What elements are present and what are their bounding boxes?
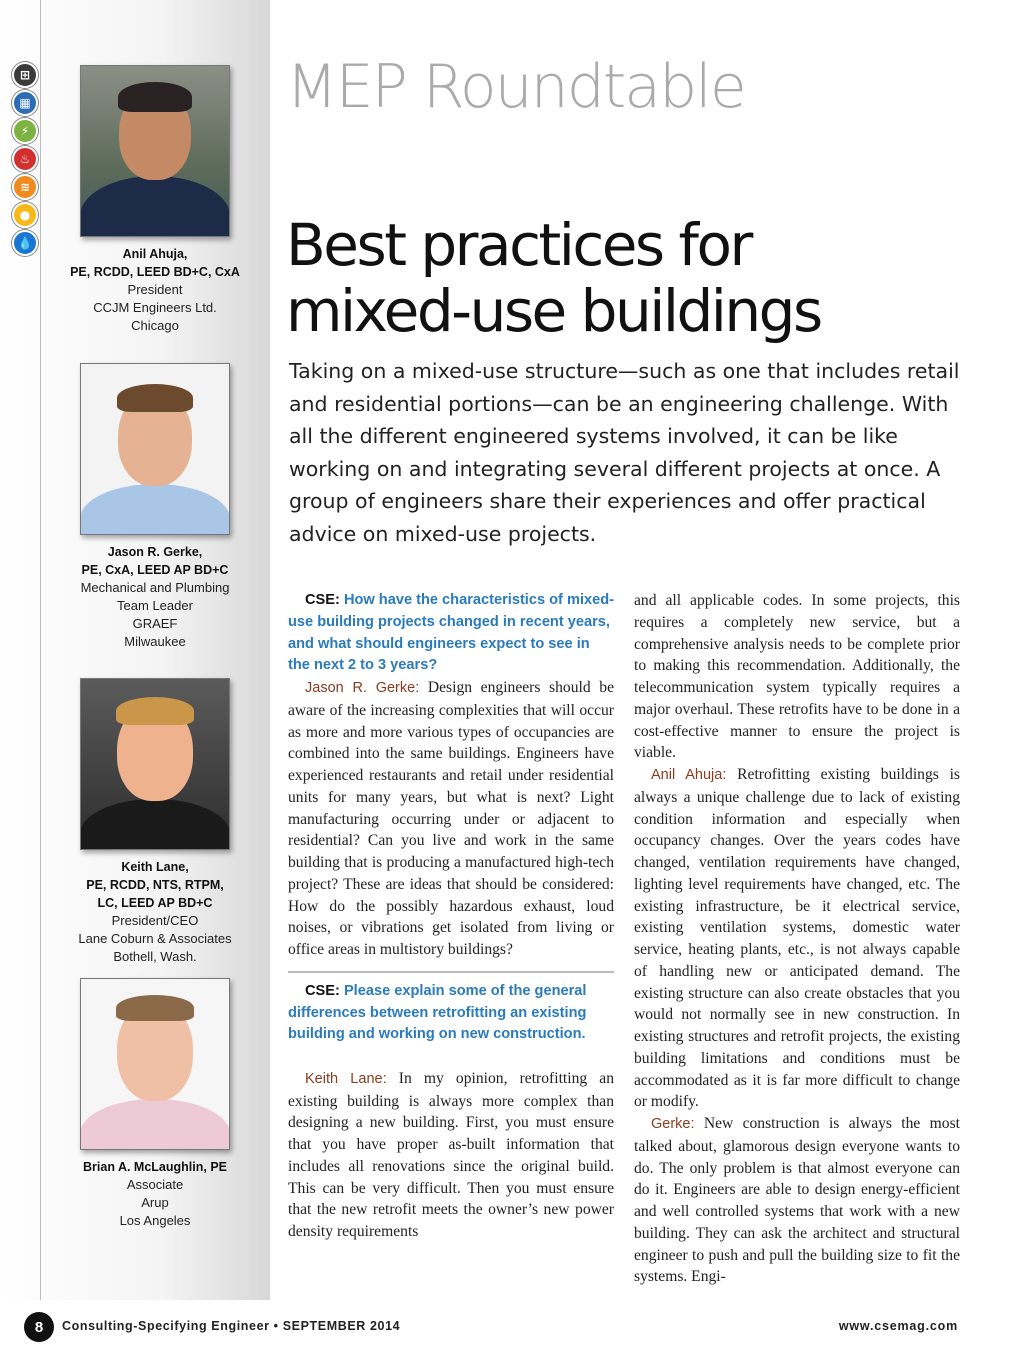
article-column-1 (288, 590, 614, 1243)
panelist-name: Keith Lane, (121, 860, 189, 874)
panelist-credentials: PE, RCDD, NTS, RTPM, (86, 878, 224, 892)
answer-paragraph (634, 1113, 960, 1288)
article-deck: Taking on a mixed-use structure—such as one that includes retail and residential portions—can be an engineering challenge. With all the different engineered systems involved, it can be like working on and integrating several different projects at once. A group of engineers share their experiences and offer practical advice on mixed-use projects. (289, 359, 960, 546)
answer-paragraph (288, 677, 614, 961)
article-column-2 (634, 590, 960, 1288)
answer-text: Retrofitting existing buildings is always a unique challenge due to lack of existing condition information and especially when occupancy changes. Over the years codes have changed, ventilation requirements have changed, lighting level requirements have changed, etc. The existing infrastructure, be it electrical service, existing ventilation systems, domestic water service, heating plants, etc., is not always capable of handling new or anticipated demand. The existing structure can also create obstacles that you would not normally see in new construction. In existing structures and retrofit projects, the existing building limitations and conditions must be accommodated as it is far more difficult to change or modify. (634, 766, 960, 1111)
section-kicker: MEP Roundtable (286, 52, 745, 122)
question-2 (288, 981, 614, 1046)
panelist-location: Bothell, Wash. (113, 949, 197, 964)
panelist-card (55, 363, 255, 651)
fire-icon: ♨ (12, 146, 38, 172)
panelist-card (55, 65, 255, 335)
panelist-location: Chicago (131, 318, 179, 333)
panelist-company: GRAEF (132, 616, 178, 631)
panelist-location: Los Angeles (119, 1213, 191, 1228)
panelist-title-line2: Team Leader (117, 598, 193, 613)
electrical-icon: ⚡ (12, 118, 38, 144)
panelist-photo (80, 65, 230, 237)
panelist-name: Brian A. McLaughlin, PE (83, 1160, 227, 1174)
discipline-icon-strip (12, 62, 42, 258)
answer-paragraph (288, 1068, 614, 1243)
panelist-location: Milwaukee (124, 634, 186, 649)
panelist-name: Jason R. Gerke, (107, 545, 203, 559)
panelist-card (55, 978, 255, 1230)
question-1 (288, 590, 614, 677)
panelist-title: Associate (126, 1177, 184, 1192)
panelist-credentials: PE, CxA, LEED AP BD+C (81, 563, 229, 577)
speaker-name: Keith Lane: (305, 1070, 387, 1087)
question-label: CSE: (305, 982, 340, 999)
panelist-photo (80, 678, 230, 850)
panelist-card (55, 678, 255, 966)
panelist-company: CCJM Engineers Ltd. (93, 300, 217, 315)
question-text: Please explain some of the general differences between retrofitting an existing building and working on new construction. (288, 982, 587, 1043)
answer-continuation: and all applicable codes. In some projects, this requires a completely new service, but a comprehensive analysis needs to be complete prior to making this recommendation. Additionally, the telecommunication system typically requires a major overhaul. These retrofits have to be done in a cost-effective manner to ensure the project is viable. (634, 592, 960, 762)
panelist-credentials-line2: LC, LEED AP BD+C (97, 896, 213, 910)
speaker-name: Jason R. Gerke: (305, 680, 420, 696)
panelist-company: Lane Coburn & Associates (78, 931, 232, 946)
website-link[interactable]: www.csemag.com (838, 1319, 958, 1333)
question-divider (288, 971, 614, 973)
panelist-photo (80, 363, 230, 535)
paragraph-gap (288, 1046, 614, 1068)
answer-paragraph (634, 764, 960, 1113)
panelist-title: President (127, 282, 183, 297)
question-label: CSE: (305, 592, 340, 608)
fire-protection-icon: ⊞ (12, 62, 38, 88)
answer-text: Design engineers should be aware of the increasing complexities that will occur as more and more various types of occupancies are combined into the same buildings. Engineers have experienced restaurants and retail under residential units for many years, but what is next? Light manufacturing occurring under or adjacent to residential? Can you live and work in the same building that is producing a manufactured high-tech project? These are ideas that should be considered: How do the possibly hazardous exhaust, loud noises, or vibrations get isolated from living or office areas in multistory buildings? (288, 679, 614, 958)
plumbing-icon: 💧 (12, 230, 38, 256)
panelist-title: President/CEO (111, 913, 199, 928)
question-text: How have the characteristics of mixed-use building projects changed in recent years, and what should engineers expect to see in the next 2 to 3 years? (288, 592, 615, 674)
speaker-name: Anil Ahuja: (651, 767, 727, 783)
page-number: 8 (24, 1312, 54, 1342)
answer-text: New construction is always the most talked about, glamorous design everyone wants to do. The only problem is that almost everyone can do it. Engineers are able to design energy-efficient and well controlled systems that work with a new building. They can ask the architect and structural engineer to push and pull the building size to fit the systems. Engi- (634, 1115, 960, 1286)
panelist-title: Mechanical and Plumbing (80, 580, 230, 595)
lighting-icon: ● (12, 202, 38, 228)
answer-text: In my opinion, retrofitting an existing building is always more complex than designing a new building. First, you must ensure that you have proper as-built information that includes all renovations since the original build. This can be very difficult. Then you must ensure that the new retrofit meets the owner’s new power density requirements (288, 1069, 615, 1240)
panelist-name: Anil Ahuja, (122, 247, 188, 261)
hvac-icon: ≋ (12, 174, 38, 200)
panelist-company: Arup (141, 1195, 169, 1210)
title-line-1: Best practices for (286, 211, 751, 279)
title-line-2: mixed-use buildings (286, 277, 821, 345)
article-title (286, 212, 986, 344)
panelist-photo (80, 978, 230, 1150)
speaker-name: Gerke: (651, 1116, 695, 1132)
publication-line: Consulting-Specifying Engineer • SEPTEMBER 2014 (62, 1319, 401, 1333)
communications-icon: ▦ (12, 90, 38, 116)
panelist-credentials: PE, RCDD, LEED BD+C, CxA (70, 265, 240, 279)
